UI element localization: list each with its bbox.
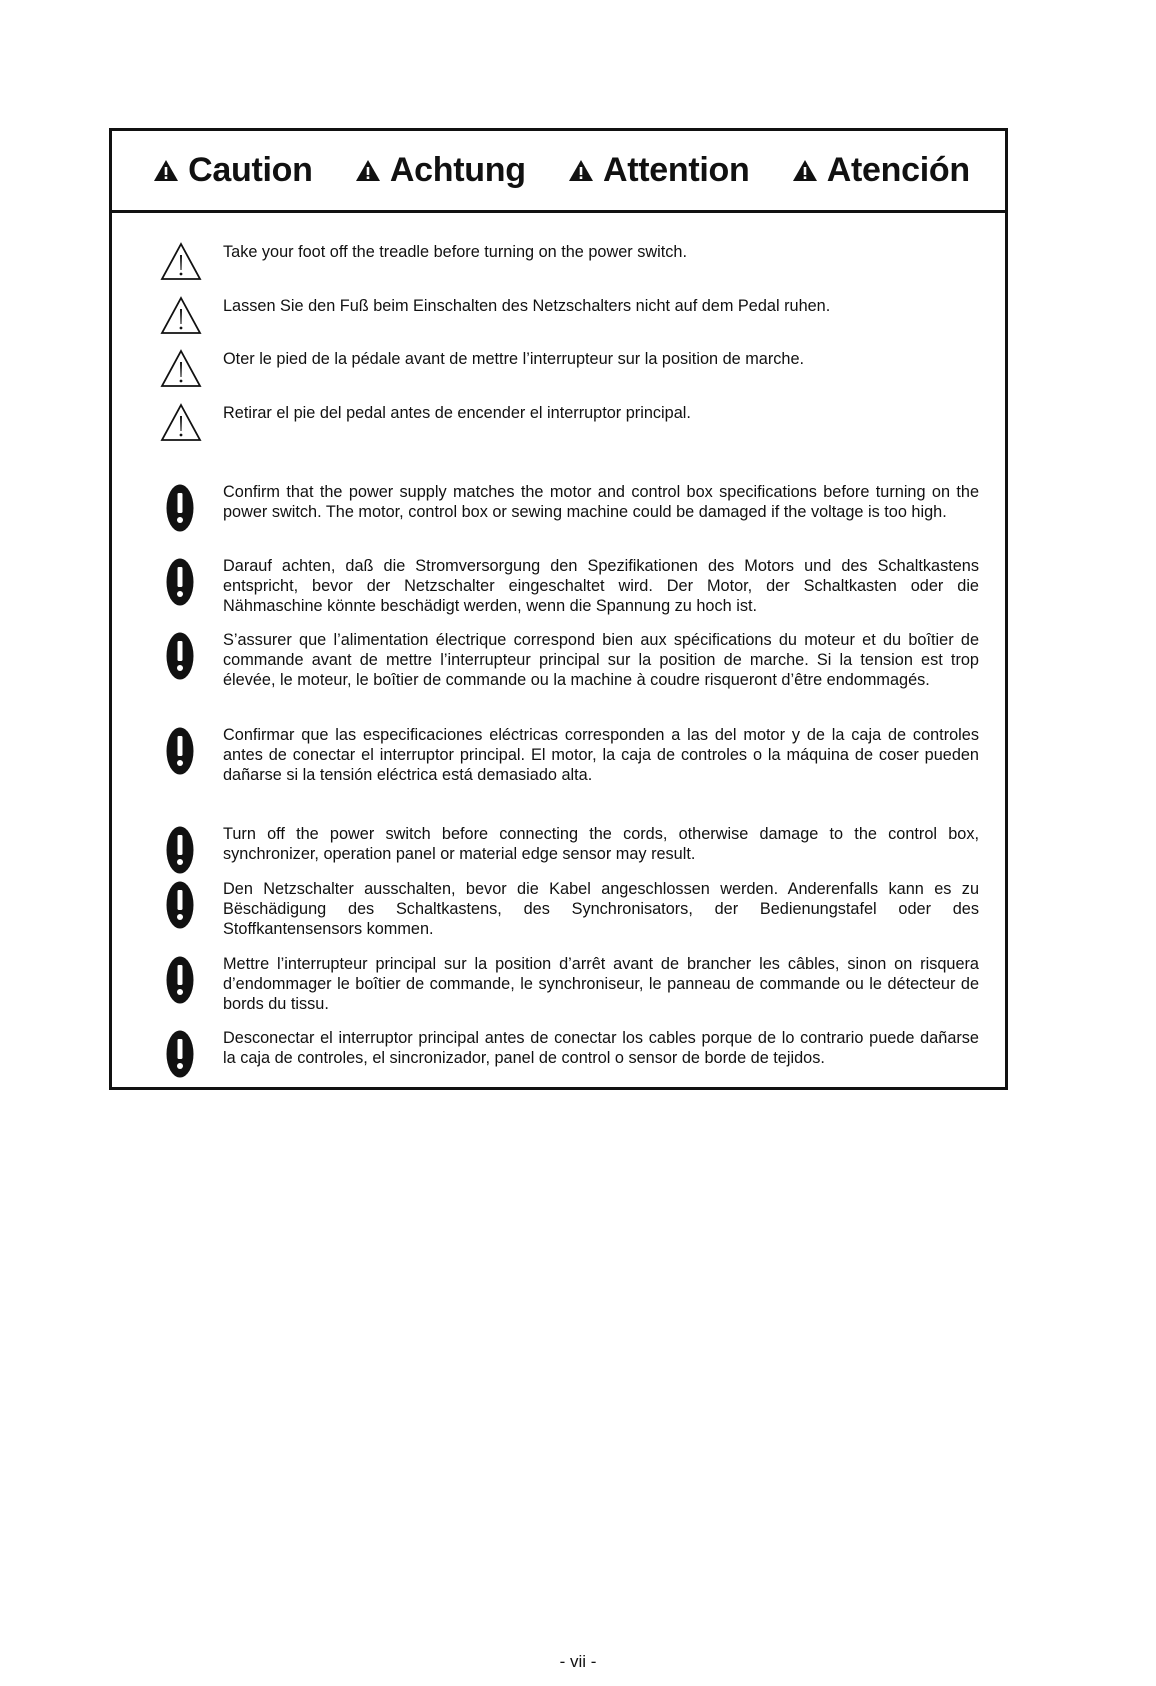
warning-triangle-outline-icon — [160, 296, 202, 335]
mandatory-action-icon — [166, 484, 194, 532]
warning-text: Oter le pied de la pédale avant de mettre l’interrupteur sur la position de marche. — [223, 350, 805, 368]
warning-triangle-filled-icon — [792, 159, 818, 182]
mandatory-action-icon — [166, 727, 194, 775]
mandatory-text: Mettre l’interrupteur principal sur la position d’arrêt avant de brancher les câbles, sinon on risquera d’endommager le boîtier de commande, le synchroniseur, le panneau de commande ou le détecteur de bords du tissu. — [223, 955, 979, 1013]
mandatory-action-icon — [166, 881, 194, 929]
heading-attention-text: Attention — [602, 151, 750, 189]
mandatory-action-icon — [166, 826, 194, 874]
mandatory-text: S’assurer que l’alimentation électrique correspond bien aux spécifications du moteur et du boîtier de commande avant de mettre l’interrupteur principal sur la position de marche. Si la tension est trop élevée, le moteur, le boîtier de commande ou la machine à coudre risqueront d’être endommagés. — [223, 631, 979, 689]
mandatory-action-icon — [166, 956, 194, 1004]
heading-atencion-text: Atención — [826, 151, 970, 189]
heading-achtung-text: Achtung — [389, 151, 526, 189]
warning-text: Take your foot off the treadle before turning on the power switch. — [223, 243, 687, 261]
caution-box — [109, 128, 1008, 1090]
heading-atencion — [792, 151, 970, 190]
warning-triangle-outline-icon — [160, 242, 202, 281]
heading-caution — [153, 151, 312, 190]
mandatory-text: Turn off the power switch before connecting the cords, otherwise damage to the control box, synchronizer, operation panel or material edge sensor may result. — [223, 825, 979, 863]
warning-text: Retirar el pie del pedal antes de encender el interruptor principal. — [223, 404, 691, 422]
heading-achtung — [355, 151, 526, 190]
mandatory-text: Desconectar el interruptor principal antes de conectar los cables porque de lo contrario puede dañarse la caja de controles, el sincronizador, panel de control o sensor de borde de tejidos. — [223, 1029, 979, 1067]
heading-attention — [568, 151, 749, 190]
caution-header — [112, 131, 1005, 213]
mandatory-action-icon — [166, 558, 194, 606]
warning-triangle-outline-icon — [160, 349, 202, 388]
mandatory-text: Confirm that the power supply matches the motor and control box specifications before turning on the power switch. The motor, control box or sewing machine could be damaged if the voltage is too high. — [223, 483, 979, 521]
mandatory-action-icon — [166, 1030, 194, 1078]
warning-triangle-filled-icon — [153, 159, 179, 182]
heading-caution-text: Caution — [188, 151, 313, 189]
warning-triangle-filled-icon — [355, 159, 381, 182]
mandatory-text: Confirmar que las especificaciones eléctricas corresponden a las del motor y de la caja de controles antes de conectar el interruptor principal. El motor, la caja de controles o la máquina de coser pueden dañarse si la tensión eléctrica está demasiado alta. — [223, 726, 979, 784]
mandatory-text: Darauf achten, daß die Stromversorgung den Spezifikationen des Motors und des Schaltkastens entspricht, bevor der Netzschalter eingeschaltet wird. Der Motor, der Schaltkasten oder die Nähmaschine könnte beschädigt werden, wenn die Spannung zu hoch ist. — [223, 557, 979, 615]
warning-text: Lassen Sie den Fuß beim Einschalten des Netzschalters nicht auf dem Pedal ruhen. — [223, 297, 831, 315]
mandatory-text: Den Netzschalter ausschalten, bevor die Kabel angeschlossen werden. Anderenfalls kann es zu Bëschädigung des Schaltkastens, des Synchronisators, der Bedienungstafel oder des Stoffkantensensors kommen. — [223, 880, 979, 938]
page-number: - vii - — [559, 1652, 597, 1671]
warning-triangle-outline-icon — [160, 403, 202, 442]
warning-triangle-filled-icon — [568, 159, 594, 182]
mandatory-action-icon — [166, 632, 194, 680]
